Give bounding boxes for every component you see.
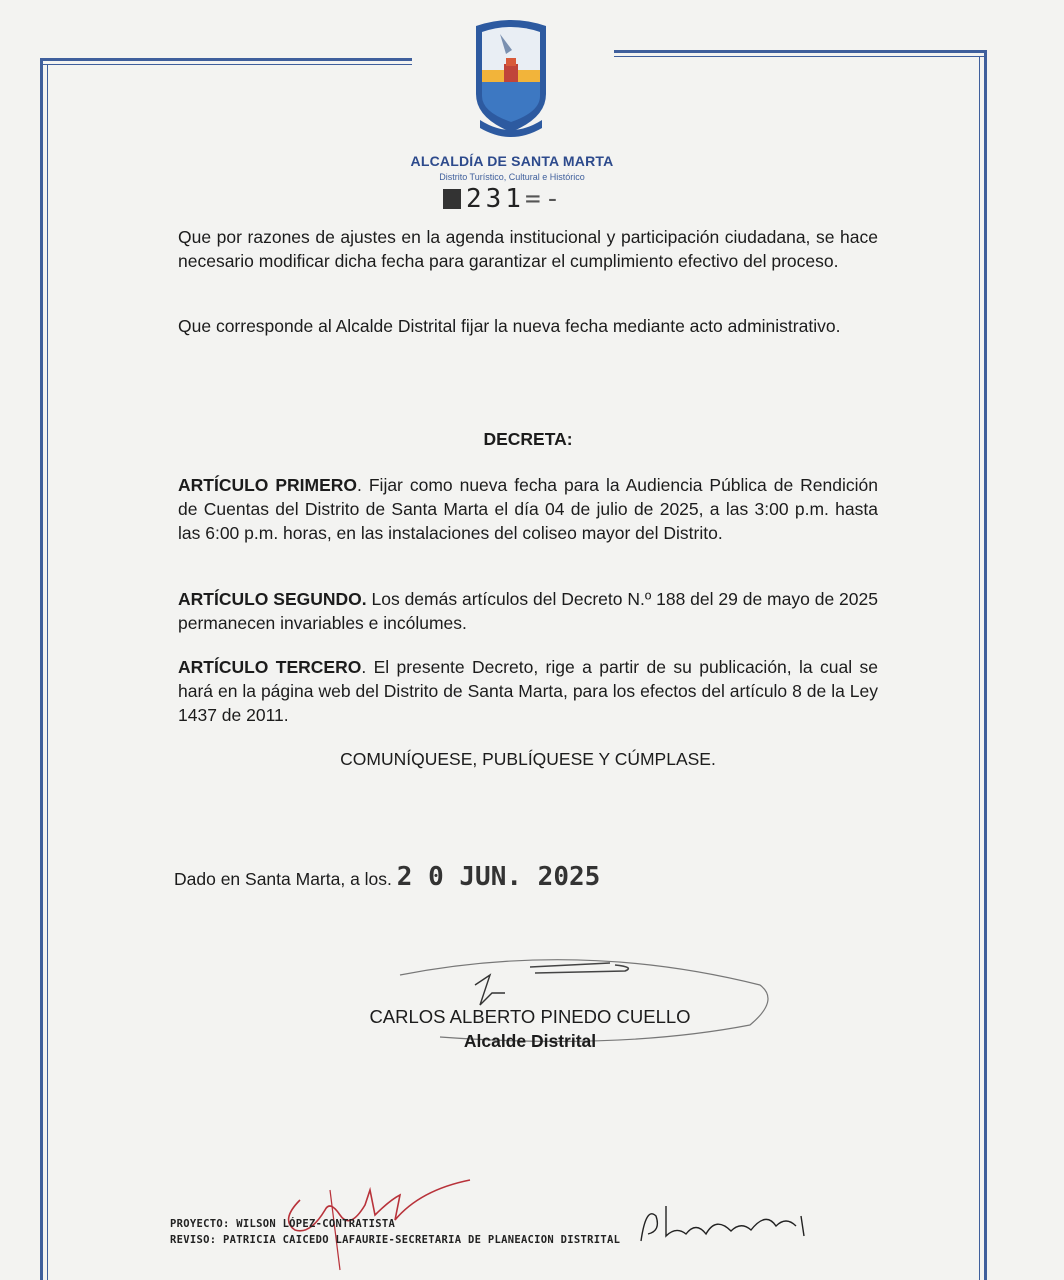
article-2-text: Los demás artículos del Decreto N.º 188 del 29 de mayo de 2025 permanecen invariables e incólumes.	[178, 589, 878, 633]
signer-role: Alcalde Distrital	[463, 1031, 597, 1051]
frame-line	[614, 56, 986, 57]
org-subtitle: Distrito Turístico, Cultural e Histórico	[439, 172, 585, 182]
date-prefix: Dado en Santa Marta, a los.	[174, 869, 392, 889]
frame-line	[614, 50, 986, 53]
frame-line	[40, 64, 412, 65]
org-name: ALCALDÍA DE SANTA MARTA	[410, 153, 614, 169]
city-shield-logo-icon	[470, 14, 552, 144]
paragraph-1: Que por razones de ajustes en la agenda institucional y participación ciudadana, se hace necesario modificar dicha fecha para garantizar el cumplimiento efectivo del proceso.	[178, 227, 878, 271]
footer-proyecto: PROYECTO: WILSON LÓPEZ-CONTRATISTA	[170, 1218, 396, 1230]
frame-line	[984, 50, 987, 1280]
frame-line	[40, 58, 412, 61]
article-1	[178, 473, 878, 545]
signer-name: CARLOS ALBERTO PINEDO CUELLO	[369, 1006, 691, 1027]
footer-reviso: REVISO: PATRICIA CAICEDO LAFAURIE-SECRETARIA DE PLANEACION DISTRITAL	[170, 1234, 621, 1246]
decree-number: 231=-	[466, 184, 565, 214]
closing-formula: COMUNÍQUESE, PUBLÍQUESE Y CÚMPLASE.	[340, 749, 716, 769]
article-2	[178, 587, 878, 635]
frame-line	[47, 64, 48, 1280]
initials-signature-icon	[636, 1196, 816, 1256]
article-1-text: . Fijar como nueva fecha para la Audiencia Pública de Rendición de Cuentas del Distrito de Santa Marta el día 04 de julio de 2025, a las 3:00 p.m. hasta las 6:00 p.m. horas, en las instalaciones del coliseo mayor del Distrito.	[178, 475, 878, 543]
article-1-title: ARTÍCULO PRIMERO	[178, 475, 358, 495]
article-3-text: . El presente Decreto, rige a partir de su publicación, la cual se hará en la página web del Distrito de Santa Marta, para los efectos del artículo 8 de la Ley 1437 de 2011.	[178, 657, 879, 725]
article-3	[178, 655, 878, 727]
article-2-title: ARTÍCULO SEGUNDO.	[178, 589, 367, 609]
article-3-title: ARTÍCULO TERCERO	[178, 657, 362, 677]
frame-line	[979, 56, 980, 1280]
date-line	[174, 862, 600, 892]
decreta-heading: DECRETA:	[483, 429, 573, 449]
date-stamp: 2 0 JUN. 2025	[396, 862, 601, 892]
frame-line	[40, 58, 43, 1280]
paragraph-2: Que corresponde al Alcalde Distrital fijar la nueva fecha mediante acto administrativo.	[178, 316, 841, 336]
